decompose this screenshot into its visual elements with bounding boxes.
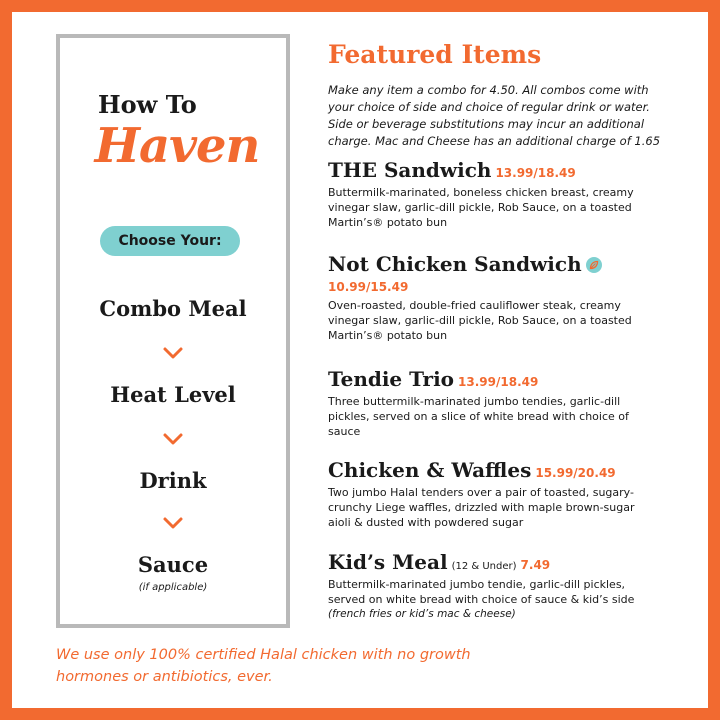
item-price: 13.99/18.49 bbox=[495, 166, 576, 180]
item-description: Three buttermilk-marinated jumbo tendies, garlic-dill pickles, served on a slice of white bread with choice of sauce bbox=[328, 395, 629, 438]
menu-item bbox=[328, 367, 678, 439]
chevron-down-icon bbox=[162, 432, 184, 446]
menu-item bbox=[328, 158, 678, 230]
menu-item bbox=[328, 458, 678, 530]
how-to-title: How To bbox=[98, 90, 197, 119]
step-combo-meal: Combo Meal bbox=[99, 296, 247, 321]
item-price: 10.99/15.49 bbox=[328, 280, 409, 294]
halal-note: We use only 100% certified Halal chicken with no growth hormones or antibiotics, ever. bbox=[56, 647, 471, 685]
item-price: 7.49 bbox=[520, 558, 551, 572]
item-price: 15.99/20.49 bbox=[535, 466, 616, 480]
item-description: Two jumbo Halal tenders over a pair of toasted, sugary-crunchy Liege waffles, drizzled with maple brown-sugar aioli & dusted with powdered sugar bbox=[328, 486, 635, 529]
item-description: Oven-roasted, double-fried cauliflower steak, creamy vinegar slaw, garlic-dill pickle, Rob Sauce, on a toasted Martin’s® potato bun bbox=[328, 299, 632, 342]
how-to-panel bbox=[56, 34, 290, 628]
item-name: THE Sandwich bbox=[328, 158, 492, 182]
step-heat-level: Heat Level bbox=[110, 382, 236, 407]
item-name: Kid’s Meal bbox=[328, 550, 448, 574]
step-sauce: Sauce bbox=[137, 552, 209, 577]
leaf-icon bbox=[586, 257, 602, 273]
step-drink: Drink bbox=[139, 468, 207, 493]
menu-page bbox=[12, 12, 708, 708]
item-side-options: (french fries or kid’s mac & cheese) bbox=[328, 608, 516, 620]
item-price: 13.99/18.49 bbox=[458, 375, 539, 389]
item-description: Buttermilk-marinated jumbo tendie, garlic-dill pickles, served on white bread with choice of sauce & kid’s side bbox=[328, 578, 635, 606]
item-name: Chicken & Waffles bbox=[328, 458, 532, 482]
sauce-note: (if applicable) bbox=[138, 582, 208, 593]
haven-script-logo: Haven bbox=[94, 118, 260, 174]
featured-title: Featured Items bbox=[328, 40, 542, 69]
choose-your-pill: Choose Your: bbox=[100, 226, 240, 256]
menu-item bbox=[328, 550, 678, 621]
chevron-down-icon bbox=[162, 346, 184, 360]
item-name: Tendie Trio bbox=[328, 367, 455, 391]
item-description: Buttermilk-marinated, boneless chicken breast, creamy vinegar slaw, garlic-dill pickle, Rob Sauce, on a toasted Martin’s® potato bun bbox=[328, 186, 634, 229]
chevron-down-icon bbox=[162, 516, 184, 530]
item-age-note: (12 & Under) bbox=[451, 561, 517, 572]
item-name: Not Chicken Sandwich bbox=[328, 252, 582, 276]
menu-item bbox=[328, 252, 678, 343]
combo-intro: Make any item a combo for 4.50. All combos come with your choice of side and choice of regular drink or water. Side or beverage substitutions may incur an additional charge. Mac and Cheese has an additional charge of 1.65 bbox=[328, 83, 661, 148]
